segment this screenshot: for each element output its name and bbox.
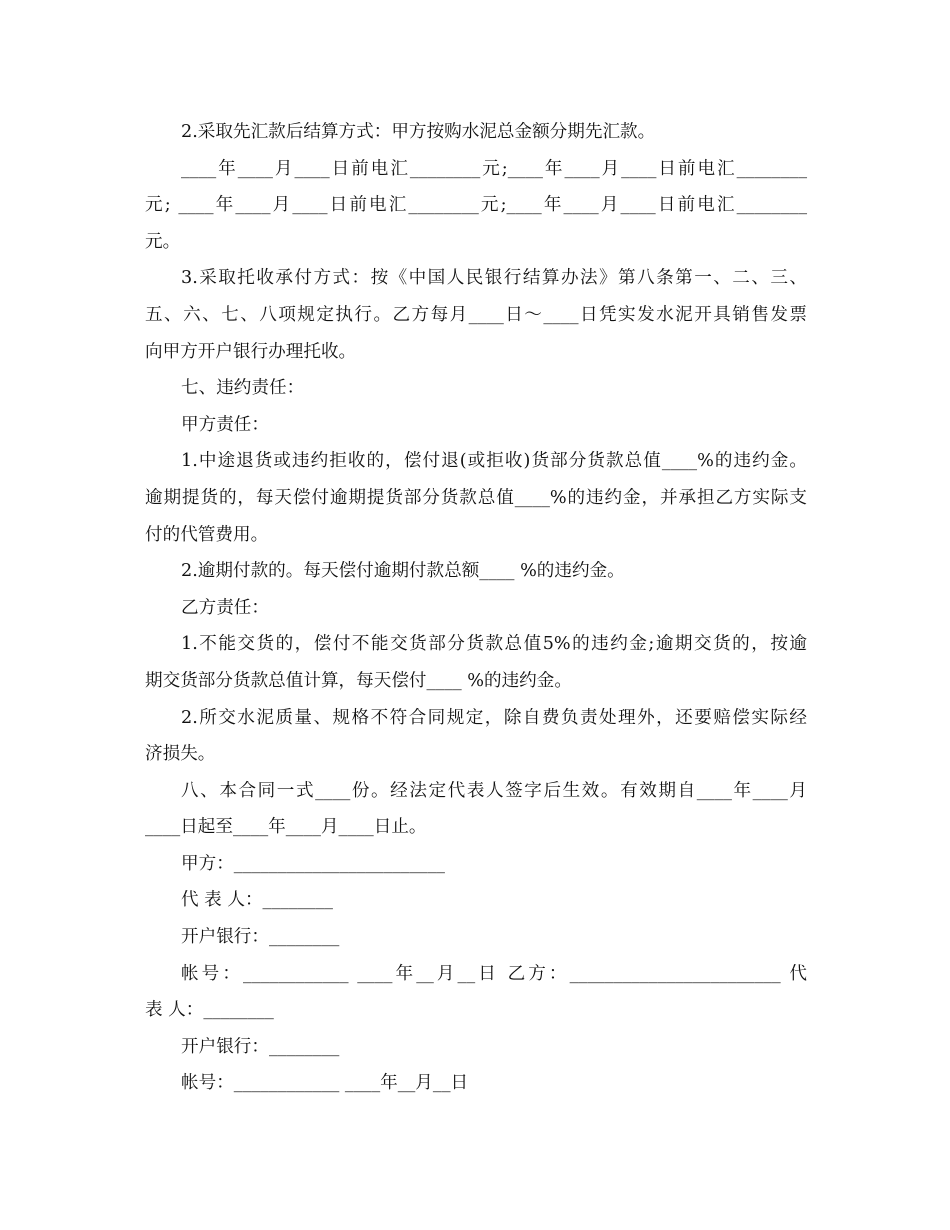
text-line: 帐号：____________ ____年__月__日 — [181, 1073, 469, 1094]
text-line: 2.采取先汇款后结算方式：甲方按购水泥总金额分期先汇款。 — [181, 122, 656, 142]
text-line: ____日起至____年____月____日止。 — [145, 817, 427, 838]
text-line: ____年____月____日前电汇________元;____年____月____日前电汇________ — [181, 158, 807, 179]
text-line: 开户银行：________ — [181, 927, 340, 948]
text-line: 表 人：________ — [145, 1000, 274, 1021]
text-line: 五、六、七、八项规定执行。乙方每月____日～____日凭实发水泥开具销售发票 — [145, 304, 807, 325]
text-line: 向甲方开户银行办理托收。 — [145, 341, 357, 362]
text-line: 甲方责任： — [181, 414, 269, 435]
text-line: 1.中途退货或违约拒收的，偿付退(或拒收)货部分货款总值____%的违约金。 — [181, 451, 807, 472]
text-line: 逾期提货的，每天偿付逾期提货部分货款总值____%的违约金，并承担乙方实际支 — [145, 487, 807, 508]
text-line: 甲方：________________________ — [181, 853, 445, 874]
text-line: 2.逾期付款的。每天偿付逾期付款总额____ %的违约金。 — [181, 561, 625, 582]
text-line: 3.采取托收承付方式：按《中国人民银行结算办法》第八条第一、二、三、 — [181, 268, 807, 289]
text-line: 元; ____年____月____日前电汇________元;____年____月____日前电汇________ — [145, 195, 807, 216]
text-line: 帐号：____________ ____年__月__日 乙方：________________________ 代 — [181, 963, 807, 984]
text-line: 1.不能交货的，偿付不能交货部分货款总值5%的违约金;逾期交货的，按逾 — [181, 634, 807, 655]
text-line: 期交货部分货款总值计算，每天偿付____ %的违约金。 — [145, 670, 572, 691]
text-line: 乙方责任： — [181, 597, 269, 618]
text-line: 代 表 人：________ — [181, 890, 333, 911]
text-line: 七、违约责任： — [181, 378, 305, 399]
text-line: 开户银行：________ — [181, 1036, 340, 1057]
text-line: 付的代管费用。 — [145, 524, 269, 545]
text-line: 2.所交水泥质量、规格不符合同规定，除自费负责处理外，还要赔偿实际经 — [181, 707, 807, 728]
text-line: 八、本合同一式____份。经法定代表人签字后生效。有效期自____年____月 — [181, 780, 807, 801]
text-line: 济损失。 — [145, 744, 216, 765]
text-line: 元。 — [145, 231, 181, 252]
document-body — [145, 114, 807, 1102]
